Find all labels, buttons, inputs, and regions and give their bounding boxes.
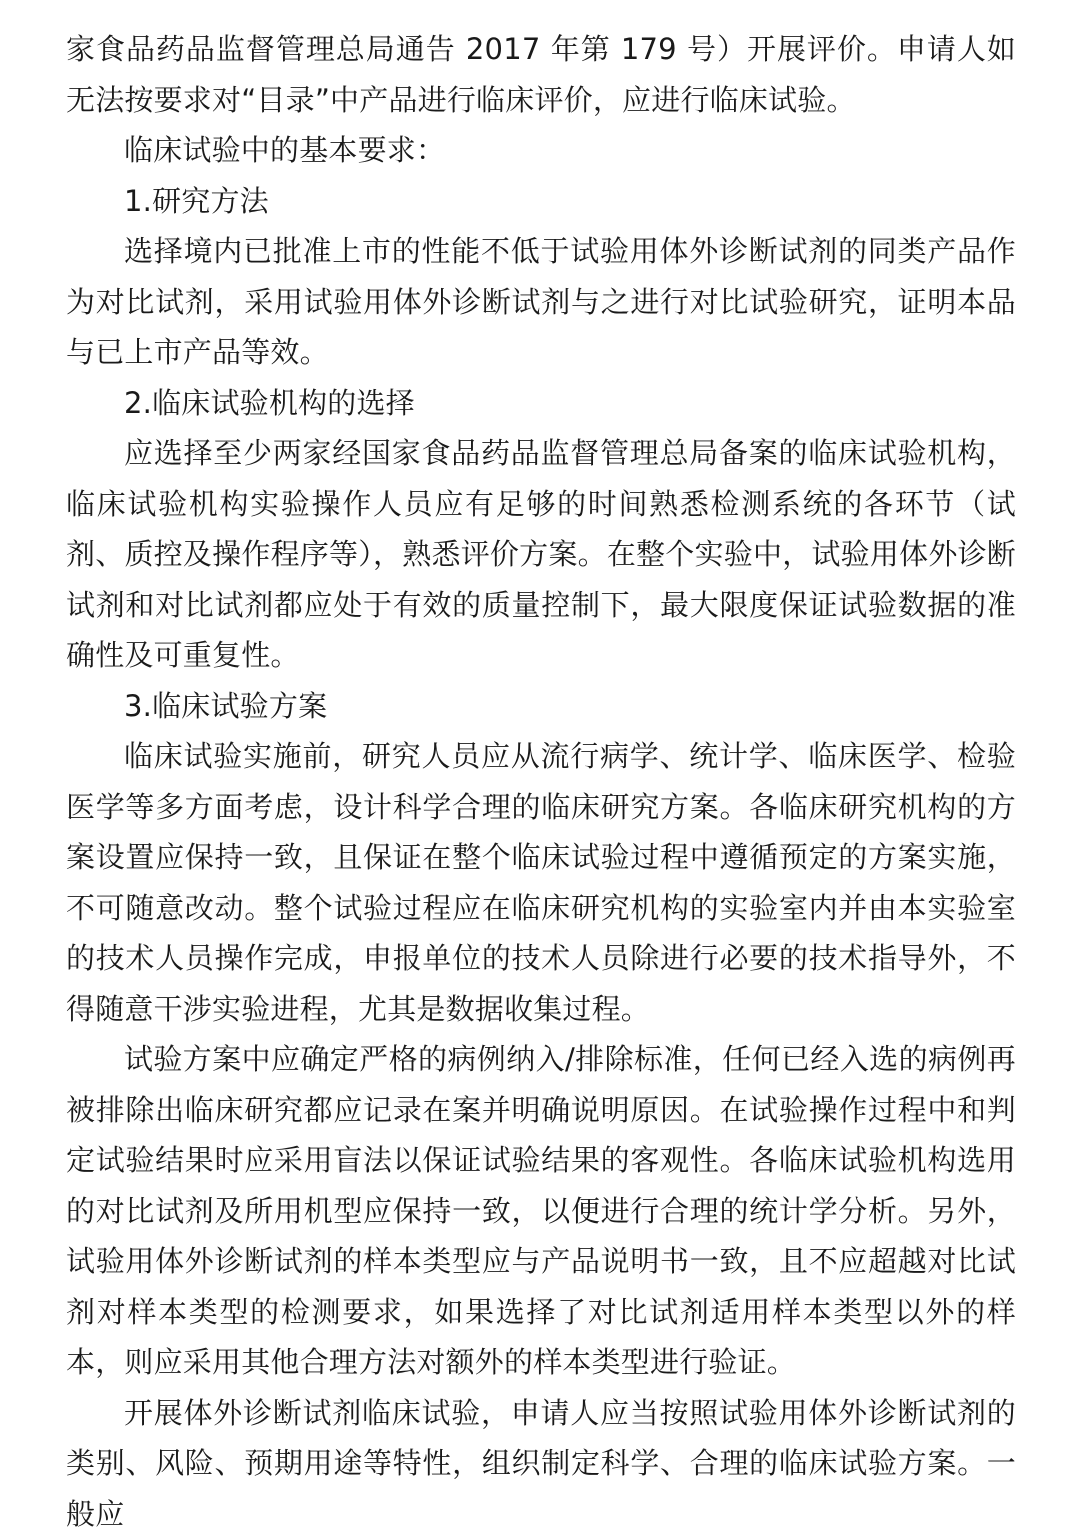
paragraph-trial-protocol: 临床试验实施前，研究人员应从流行病学、统计学、临床医学、检验医学等多方面考虑，设计科学合理的临床研究方案。各临床研究机构的方案设置应保持一致，且保证在整个临床试验过程中遵循预定的方案实施，不可随意改动。整个试验过程应在临床研究机构的实验室内并由本实验室的技术人员操作完成，申报单位的技术人员除进行必要的技术指导外，不得随意干涉实验进程，尤其是数据收集过程。 bbox=[66, 731, 1016, 1034]
heading-institution-selection: 2.临床试验机构的选择 bbox=[66, 378, 1016, 429]
heading-trial-protocol: 3.临床试验方案 bbox=[66, 681, 1016, 732]
paragraph-trial-design: 开展体外诊断试剂临床试验，申请人应当按照试验用体外诊断试剂的类别、风险、预期用途等特性，组织制定科学、合理的临床试验方案。一般应 bbox=[66, 1388, 1016, 1539]
paragraph-institution-selection: 应选择至少两家经国家食品药品监督管理总局备案的临床试验机构，临床试验机构实验操作人员应有足够的时间熟悉检测系统的各环节（试剂、质控及操作程序等），熟悉评价方案。在整个实验中，试验用体外诊断试剂和对比试剂都应处于有效的质量控制下，最大限度保证试验数据的准确性及可重复性。 bbox=[66, 428, 1016, 681]
paragraph-inclusion-criteria: 试验方案中应确定严格的病例纳入/排除标准，任何已经入选的病例再被排除出临床研究都应记录在案并明确说明原因。在试验操作过程中和判定试验结果时应采用盲法以保证试验结果的客观性。各临床试验机构选用的对比试剂及所用机型应保持一致，以便进行合理的统计学分析。另外，试验用体外诊断试剂的样本类型应与产品说明书一致，且不应超越对比试剂对样本类型的检测要求，如果选择了对比试剂适用样本类型以外的样本，则应采用其他合理方法对额外的样本类型进行验证。 bbox=[66, 1034, 1016, 1388]
heading-research-method: 1.研究方法 bbox=[66, 176, 1016, 227]
section-intro: 临床试验中的基本要求： bbox=[66, 125, 1016, 176]
paragraph-research-method: 选择境内已批准上市的性能不低于试验用体外诊断试剂的同类产品作为对比试剂，采用试验用体外诊断试剂与之进行对比试验研究，证明本品与已上市产品等效。 bbox=[66, 226, 1016, 378]
paragraph-continuation: 家食品药品监督管理总局通告 2017 年第 179 号）开展评价。申请人如无法按要求对“目录”中产品进行临床评价，应进行临床试验。 bbox=[66, 24, 1016, 125]
